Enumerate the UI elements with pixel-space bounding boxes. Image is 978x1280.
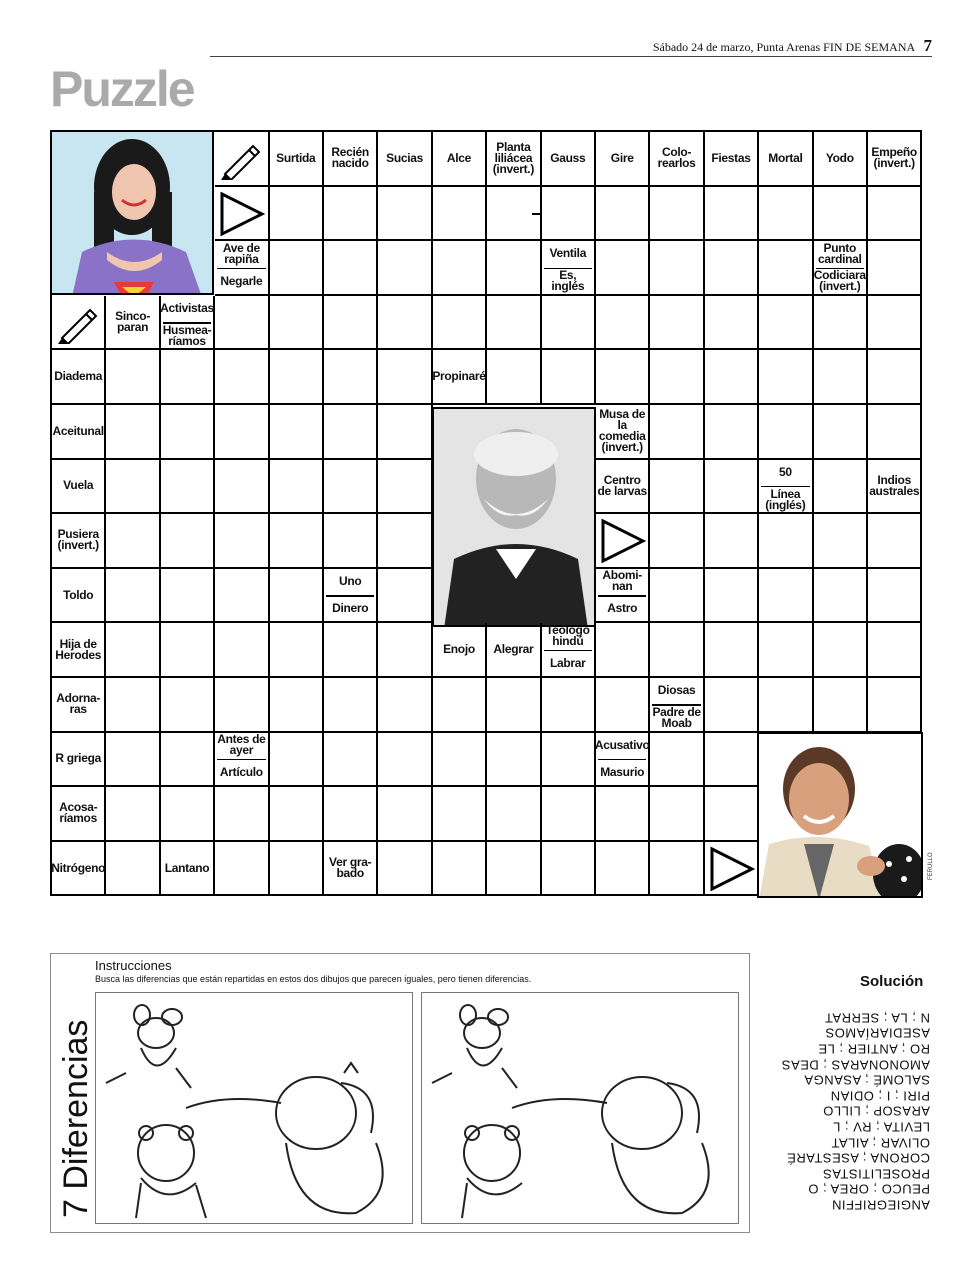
grid-cell[interactable] — [814, 187, 868, 242]
page-title: Puzzle — [50, 61, 194, 117]
clue-text: Ver gra-bado — [329, 855, 372, 881]
grid-cell[interactable] — [378, 187, 432, 242]
drawing-right — [421, 992, 739, 1224]
clue-text: R griega — [55, 751, 101, 766]
clue-text: Ave de rapiña — [222, 240, 260, 266]
clue-text: Planta liliácea (invert.) — [492, 139, 535, 176]
grid-cell[interactable] — [324, 296, 378, 351]
dash-mark — [532, 213, 540, 215]
grid-cell[interactable] — [433, 241, 487, 296]
grid-cell[interactable] — [596, 787, 650, 842]
grid-cell[interactable] — [324, 187, 378, 242]
photo-old-man — [432, 407, 596, 627]
grid-cell[interactable] — [814, 678, 868, 733]
grid-cell[interactable] — [759, 514, 813, 569]
grid-cell[interactable] — [759, 187, 813, 242]
grid-cell[interactable] — [106, 405, 160, 460]
grid-cell[interactable] — [487, 733, 541, 788]
photo-woman — [50, 130, 214, 295]
grid-cell[interactable] — [596, 623, 650, 678]
solution-line: LEVITA ; RV ; L — [832, 1119, 930, 1135]
clue-text: Colo-rearlos — [657, 145, 696, 171]
clue-text: Yodo — [825, 150, 854, 165]
grid-cell[interactable] — [270, 623, 324, 678]
clue-text: Lantano — [164, 860, 210, 875]
grid-cell[interactable] — [215, 569, 269, 624]
grid-cell[interactable] — [596, 842, 650, 897]
solution-line: AMONONARAS ; DEAS — [781, 1057, 930, 1073]
grid-cell[interactable] — [868, 678, 922, 733]
clue-text: Aceitunal — [52, 423, 104, 438]
clue-text: Activistas — [160, 300, 214, 315]
grid-cell[interactable] — [487, 296, 541, 351]
grid-cell[interactable] — [324, 350, 378, 405]
grid-cell[interactable] — [759, 678, 813, 733]
clue-text: Antes de ayer — [217, 732, 266, 758]
solution-text — [760, 1010, 930, 1213]
drawing-left — [95, 992, 413, 1224]
clue-text: Artículo — [219, 765, 263, 780]
grid-cell[interactable] — [106, 623, 160, 678]
grid-cell[interactable] — [705, 187, 759, 242]
clue-text: Sinco-paran — [115, 309, 151, 335]
clue-text: Vuela — [63, 478, 94, 493]
instructions-title: Instrucciones — [95, 958, 172, 973]
clue-text: Ventila — [549, 246, 587, 261]
page-header — [210, 36, 932, 57]
grid-cell[interactable] — [814, 405, 868, 460]
solution-line: RO ; ANTIER ; LE — [817, 1041, 930, 1057]
grid-cell[interactable] — [542, 842, 596, 897]
grid-cell[interactable] — [868, 350, 922, 405]
header-date: Sábado 24 de marzo, Punta Arenas — [652, 40, 821, 54]
grid-cell[interactable] — [542, 350, 596, 405]
clue-text: Pusiera (invert.) — [57, 527, 99, 553]
grid-cell[interactable] — [161, 623, 215, 678]
grid-cell[interactable] — [433, 187, 487, 242]
grid-cell[interactable] — [106, 787, 160, 842]
grid-cell[interactable] — [705, 405, 759, 460]
grid-cell[interactable] — [487, 241, 541, 296]
grid-cell[interactable] — [814, 569, 868, 624]
solution-line: N ; LA ; SERRAT — [824, 1010, 930, 1026]
crossword-grid — [50, 130, 922, 896]
grid-cell[interactable] — [868, 514, 922, 569]
grid-cell[interactable] — [650, 187, 704, 242]
clue-text: Alegrar — [493, 642, 534, 657]
grid-cell[interactable] — [378, 514, 432, 569]
clue-text: Toldo — [63, 587, 94, 602]
grid-cell[interactable] — [378, 241, 432, 296]
grid-cell[interactable] — [270, 187, 324, 242]
grid-cell[interactable] — [759, 623, 813, 678]
grid-cell[interactable] — [215, 678, 269, 733]
grid-cell[interactable] — [759, 241, 813, 296]
grid-cell[interactable] — [542, 787, 596, 842]
grid-cell[interactable] — [378, 296, 432, 351]
grid-cell[interactable] — [324, 241, 378, 296]
grid-cell[interactable] — [868, 241, 922, 296]
grid-cell[interactable] — [106, 733, 160, 788]
grid-cell[interactable] — [324, 460, 378, 515]
arrow-icon — [600, 518, 646, 564]
solution-line: OLIVAR ; AILAT — [831, 1135, 930, 1151]
solution-title: Solución — [860, 973, 924, 990]
grid-cell[interactable] — [161, 350, 215, 405]
grid-cell[interactable] — [106, 842, 160, 897]
grid-cell[interactable] — [650, 350, 704, 405]
grid-cell[interactable] — [378, 678, 432, 733]
grid-cell[interactable] — [705, 296, 759, 351]
grid-cell[interactable] — [324, 733, 378, 788]
photo-credit: FERULLO — [928, 852, 934, 880]
grid-cell[interactable] — [705, 787, 759, 842]
clue-text: Diosas — [657, 683, 696, 698]
grid-cell[interactable] — [378, 460, 432, 515]
header-section: FIN DE SEMANA — [823, 40, 915, 54]
grid-cell[interactable] — [814, 514, 868, 569]
grid-cell[interactable] — [705, 350, 759, 405]
grid-cell[interactable] — [215, 623, 269, 678]
clue-text: Gire — [610, 150, 634, 165]
photo-smiling-man — [757, 732, 923, 898]
grid-cell[interactable] — [814, 623, 868, 678]
grid-cell[interactable] — [650, 569, 704, 624]
clue-text: 50 — [779, 464, 792, 479]
grid-cell[interactable] — [106, 350, 160, 405]
clue-text: Fiestas — [711, 150, 751, 165]
solution-line: CORONA ; ASESTARÉ — [786, 1150, 930, 1166]
grid-cell[interactable] — [161, 733, 215, 788]
solution-line: ASEDIARÍAMOS — [825, 1026, 930, 1042]
grid-cell[interactable] — [596, 187, 650, 242]
page-number: 7 — [923, 36, 932, 55]
pencil-icon — [56, 302, 102, 344]
grid-cell[interactable] — [106, 569, 160, 624]
clue-text: Centro de larvas — [597, 472, 647, 498]
grid-cell[interactable] — [705, 569, 759, 624]
grid-cell[interactable] — [433, 678, 487, 733]
diferencias-title: 7 Diferencias — [57, 1019, 95, 1218]
grid-cell[interactable] — [270, 842, 324, 897]
clue-text: Astro — [607, 601, 638, 616]
grid-cell[interactable] — [868, 296, 922, 351]
grid-cell[interactable] — [270, 569, 324, 624]
grid-cell[interactable] — [106, 460, 160, 515]
clue-text: Negarle — [220, 273, 263, 288]
grid-cell[interactable] — [868, 569, 922, 624]
clue-text: Línea (inglés) — [765, 486, 806, 512]
clue-text: Nitrógeno — [51, 860, 106, 875]
grid-cell[interactable] — [650, 842, 704, 897]
clue-text: Empeño (invert.) — [871, 145, 917, 171]
clue-text: Dinero — [332, 601, 369, 616]
grid-cell[interactable] — [106, 678, 160, 733]
solution-line: ANGIEGRIFFIN — [831, 1197, 930, 1213]
grid-cell[interactable] — [378, 405, 432, 460]
clue-text: Hija de Herodes — [55, 636, 102, 662]
grid-cell[interactable] — [215, 405, 269, 460]
grid-cell[interactable] — [868, 187, 922, 242]
grid-cell[interactable] — [378, 569, 432, 624]
grid-cell[interactable] — [542, 187, 596, 242]
clue-text: Padre de Moab — [652, 704, 701, 730]
grid-cell[interactable] — [270, 733, 324, 788]
grid-cell[interactable] — [705, 460, 759, 515]
grid-cell[interactable] — [378, 350, 432, 405]
solution-line: PIRI ; I ; ODIAN — [830, 1088, 930, 1104]
pencil-icon — [219, 138, 265, 180]
grid-cell[interactable] — [161, 787, 215, 842]
diferencias-panel — [50, 953, 750, 1233]
clue-text: Adorna-ras — [56, 691, 101, 717]
clue-text: Recién nacido — [331, 145, 369, 171]
grid-cell[interactable] — [542, 733, 596, 788]
grid-cell[interactable] — [596, 296, 650, 351]
clue-text: Uno — [338, 573, 362, 588]
grid-cell[interactable] — [215, 460, 269, 515]
grid-cell[interactable] — [705, 623, 759, 678]
grid-cell[interactable] — [650, 405, 704, 460]
grid-cell[interactable] — [759, 405, 813, 460]
grid-cell[interactable] — [270, 350, 324, 405]
solution-line: PROSELITISTAS — [822, 1166, 930, 1182]
grid-cell[interactable] — [868, 623, 922, 678]
grid-cell[interactable] — [759, 296, 813, 351]
grid-cell[interactable] — [650, 623, 704, 678]
clue-text: Indios australes — [869, 472, 920, 498]
grid-cell[interactable] — [487, 678, 541, 733]
clue-text: Es, inglés — [551, 268, 585, 294]
grid-cell[interactable] — [270, 296, 324, 351]
grid-cell[interactable] — [270, 460, 324, 515]
clue-text: Husmea-ríamos — [162, 322, 212, 348]
clue-text: Surtida — [276, 150, 316, 165]
grid-cell[interactable] — [215, 296, 269, 351]
clue-text: Acusativo — [594, 737, 650, 752]
clue-text: Alce — [446, 150, 472, 165]
grid-cell[interactable] — [270, 787, 324, 842]
clue-text: Teólogo hindú — [545, 623, 590, 649]
grid-cell[interactable] — [650, 514, 704, 569]
grid-cell[interactable] — [814, 296, 868, 351]
clue-text: Gauss — [550, 150, 586, 165]
grid-cell[interactable] — [378, 623, 432, 678]
grid-cell[interactable] — [161, 460, 215, 515]
grid-cell[interactable] — [596, 678, 650, 733]
grid-cell[interactable] — [650, 787, 704, 842]
solution-line: SALOMÉ ; ASANGA — [804, 1072, 930, 1088]
grid-cell[interactable] — [270, 241, 324, 296]
solution-line: PEUCO ; OREA ; O — [807, 1182, 930, 1198]
clue-text: Punto cardinal — [817, 240, 862, 266]
grid-cell[interactable] — [270, 405, 324, 460]
grid-cell[interactable] — [596, 350, 650, 405]
grid-cell[interactable] — [161, 678, 215, 733]
grid-cell[interactable] — [542, 296, 596, 351]
grid-cell[interactable] — [324, 405, 378, 460]
grid-cell[interactable] — [106, 514, 160, 569]
grid-cell[interactable] — [161, 514, 215, 569]
grid-cell[interactable] — [161, 405, 215, 460]
grid-cell[interactable] — [433, 733, 487, 788]
grid-cell[interactable] — [378, 787, 432, 842]
grid-cell[interactable] — [324, 623, 378, 678]
grid-cell[interactable] — [433, 296, 487, 351]
grid-cell[interactable] — [650, 460, 704, 515]
grid-cell[interactable] — [487, 350, 541, 405]
grid-cell[interactable] — [487, 787, 541, 842]
grid-cell[interactable] — [814, 350, 868, 405]
grid-cell[interactable] — [378, 842, 432, 897]
grid-cell[interactable] — [759, 569, 813, 624]
arrow-icon — [709, 846, 755, 892]
instructions-text: Busca las diferencias que están repartidas en estos dos dibujos que parecen iguales, pero tienen diferencias. — [95, 974, 532, 984]
grid-cell[interactable] — [650, 241, 704, 296]
grid-cell[interactable] — [324, 514, 378, 569]
grid-cell[interactable] — [705, 514, 759, 569]
grid-cell[interactable] — [650, 733, 704, 788]
clue-text: Propinaré — [432, 369, 486, 384]
grid-cell[interactable] — [324, 787, 378, 842]
clue-text: Diadema — [54, 369, 103, 384]
grid-cell[interactable] — [705, 241, 759, 296]
clue-text: Acosa-ríamos — [59, 800, 98, 826]
grid-cell[interactable] — [378, 733, 432, 788]
grid-cell[interactable] — [270, 678, 324, 733]
grid-cell[interactable] — [705, 733, 759, 788]
grid-cell[interactable] — [161, 569, 215, 624]
grid-cell[interactable] — [759, 350, 813, 405]
grid-cell[interactable] — [596, 241, 650, 296]
clue-text: Sucias — [386, 150, 424, 165]
arrow-icon — [219, 191, 265, 237]
grid-cell[interactable] — [215, 787, 269, 842]
clue-text: Abomi-nan — [602, 568, 642, 594]
clue-text: Mortal — [768, 150, 803, 165]
grid-cell[interactable] — [705, 678, 759, 733]
grid-cell[interactable] — [814, 460, 868, 515]
grid-cell[interactable] — [542, 678, 596, 733]
grid-cell[interactable] — [324, 678, 378, 733]
solution-line: ARASOP ; LILLO — [822, 1104, 930, 1120]
grid-cell[interactable] — [270, 514, 324, 569]
grid-cell[interactable] — [215, 350, 269, 405]
grid-cell[interactable] — [487, 842, 541, 897]
clue-text: Masurio — [600, 765, 645, 780]
grid-cell[interactable] — [215, 514, 269, 569]
clue-text: Musa de la comedia (invert.) — [598, 407, 646, 455]
clue-text: Labrar — [550, 655, 586, 670]
clue-text: Codiciara (invert.) — [813, 268, 866, 294]
grid-cell[interactable] — [650, 296, 704, 351]
grid-cell[interactable] — [215, 842, 269, 897]
clue-text: Enojo — [443, 642, 475, 657]
grid-cell[interactable] — [433, 787, 487, 842]
grid-cell[interactable] — [868, 405, 922, 460]
grid-cell[interactable] — [433, 842, 487, 897]
